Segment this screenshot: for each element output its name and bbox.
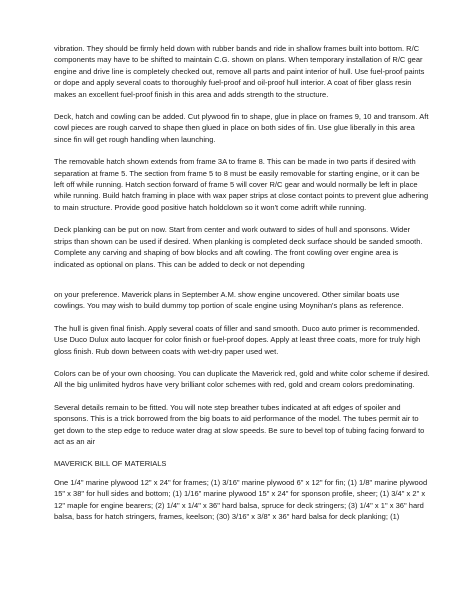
paragraph-colors: Colors can be of your own choosing. You can duplicate the Maverick red, gold and white color scheme if desired. All the big unlimited hydros have very brilliant color schemes with red, gold and cream colors predominating. — [54, 368, 430, 390]
paragraph-removable-hatch: The removable hatch shown extends from frame 3A to frame 8. This can be made in two parts if desired with separation at frame 5. The section from frame 5 to 8 must be easily removable for starting engine, or it can be left off while running. Hatch section forward of frame 5 will cover R/C gear and would normally be left in place while running. Build hatch framing in place with wax paper strips at close contact points to prevent glue adhering to main structure. Provide good positive hatch holdclown so it won't come adrift while running. — [54, 157, 429, 212]
paragraph-final-finish: The hull is given final finish. Apply several coats of filler and sand smooth. Duco auto primer is recommended. Use Duco Dulux auto lacquer for color finish or fuel-proof dopes. Apply at least three coats, more for truly high gloss finish. Rub down between coats with wet-dry paper used wet. — [54, 323, 421, 356]
bill-of-materials-heading: MAVERICK BILL OF MATERIALS — [54, 459, 167, 469]
paragraph-details: Several details remain to be fitted. You will note step breather tubes indicated at aft edges of spoiler and sponsons. This is a trick borrowed from the big boats to aid performance of the model. The tubes permit air to get down to the step edge to reduce water drag at slow speeds. Be sure to bevel top of tubing facing forward to act as an air — [54, 402, 425, 446]
paragraph-preference: on your preference. Maverick plans in September A.M. show engine uncovered. Other similar boats use cowlings. You may wish to build dummy top portion of scale engine using Moynihan's plans as reference. — [54, 289, 404, 311]
materials-list: One 1/4" marine plywood 12" x 24" for frames; (1) 3/16" marine plywood 6" x 12" for fin; (1) 1/8" marine plywood 15" x 38" for hull sides and bottom; (1) 1/16" marine plywood 15" x 24" for sponson profile, sheer; (1) 3/4" x 2" x 12" maple for engine bearers; (2) 1/4" x 1/4" x 36" hard balsa, spruce for deck stringers; (3) 1/4" x 1" x 36" hard balsa, bass for hatch stringers, frames, keelson; (30) 3/16" x 3/8" x 36" hard balsa for deck planking; (1) — [54, 477, 428, 521]
paragraph-vibration: vibration. They should be firmly held down with rubber bands and ride in shallow frames built into bottom. R/C components may have to be shifted to maintain C.G. shown on plans. When temporary installation of R/C gear engine and drive line is completely checked out, remove all parts and paint interior of hull. Use fuel-proof paints or dope and apply several coats to thoroughly fuel-proof and oil-proof hull interior. A coat of fiber glass resin makes an excellent fuel-proof finish in this area and adds strength to the structure. — [54, 44, 425, 99]
paragraph-deck-hatch-cowling: Deck, hatch and cowling can be added. Cut plywood fin to shape, glue in place on frames 9, 10 and transom. Aft cowl pieces are rough carved to shape then glued in place on both sides of fin. Use glue liberally in this area since fin will get rough handling when launching. — [54, 112, 429, 144]
paragraph-deck-planking: Deck planking can be put on now. Start from center and work outward to sides of hull and sponsons. Wider strips than shown can be used if desired. When planking is completed deck surface should be sanded smooth. Complete any carving and shaping of bow blocks and aft cowling. The front cowling over engine area is indicated as optional on plans. This can be added to deck or not depending — [54, 225, 423, 269]
